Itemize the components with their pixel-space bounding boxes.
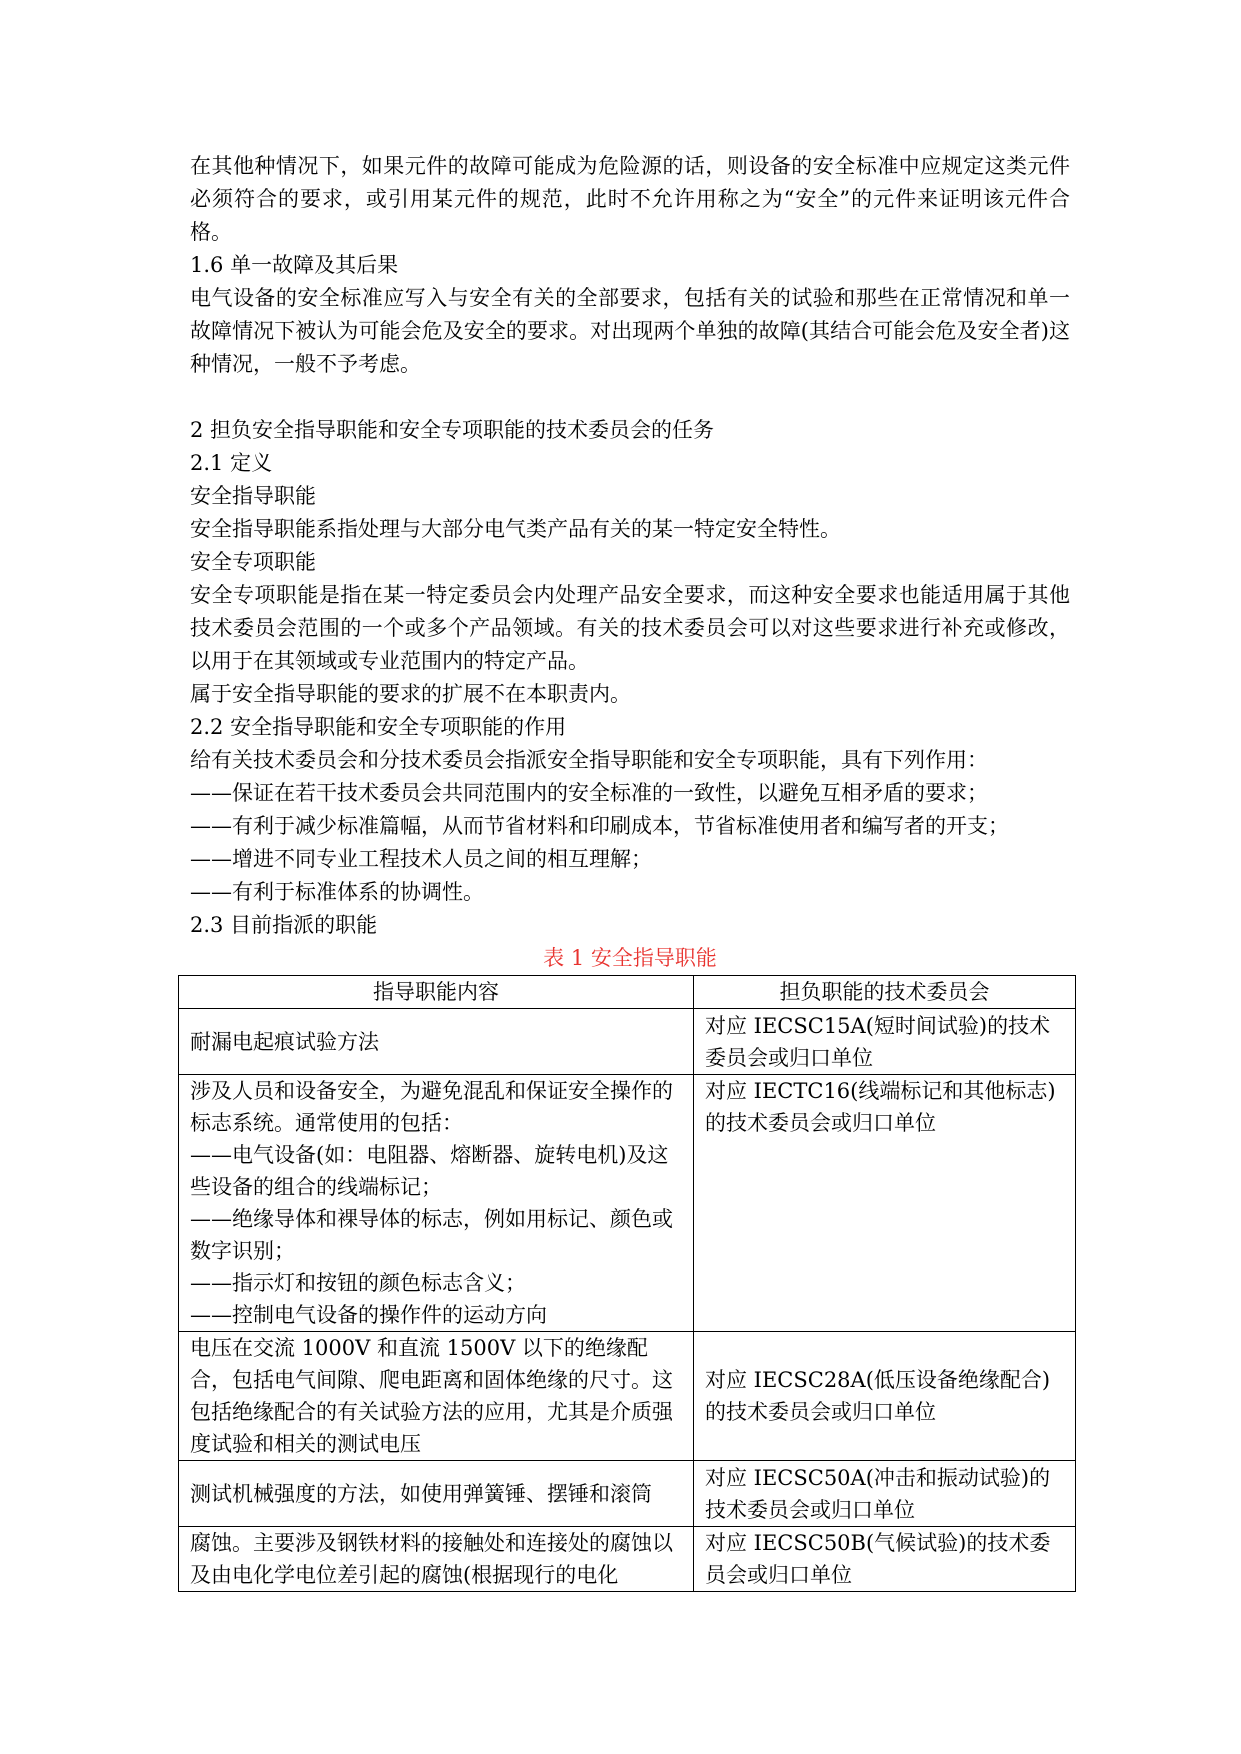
paragraph: 在其他种情况下，如果元件的故障可能成为危险源的话，则设备的安全标准中应规定这类元件必须符合的要求，或引用某元件的规范，此时不允许用称之为“安全”的元件来证明该元件合格。: [190, 154, 1070, 244]
function-content-cell: 电压在交流 1000V 和直流 1500V 以下的绝缘配合，包括电气间隙、爬电距离和固体绝缘的尺寸。这包括绝缘配合的有关试验方法的应用，尤其是介质强度试验和相关的测试电压: [179, 1332, 694, 1461]
document-page: [190, 150, 1070, 1592]
committee-cell: 对应 IECSC28A(低压设备绝缘配合)的技术委员会或归口单位: [694, 1332, 1076, 1461]
function-content-cell: 测试机械强度的方法，如使用弹簧锤、摆锤和滚筒: [179, 1461, 694, 1527]
cell-line: ——绝缘导体和裸导体的标志，例如用标记、颜色或数字识别；: [190, 1207, 673, 1263]
table-row: [179, 1332, 1076, 1461]
paragraph: 安全专项职能是指在某一特定委员会内处理产品安全要求，而这种安全要求也能适用属于其他技术委员会范围的一个或多个产品领域。有关的技术委员会可以对这些要求进行补充或修改，以用于在其领域或专业范围内的特定产品。: [190, 583, 1070, 673]
table-header-row: [179, 976, 1076, 1009]
list-item: ——有利于标准体系的协调性。: [190, 880, 484, 904]
subsection-heading: 2.2 安全指导职能和安全专项职能的作用: [190, 715, 567, 739]
function-content-cell: 腐蚀。主要涉及钢铁材料的接触处和连接处的腐蚀以及由电化学电位差引起的腐蚀(根据现行的电化: [179, 1527, 694, 1592]
safety-function-table: [178, 975, 1076, 1592]
cell-line: ——控制电气设备的操作件的运动方向: [190, 1303, 547, 1327]
term-label: 安全指导职能: [190, 484, 316, 508]
cell-line: ——指示灯和按钮的颜色标志含义；: [190, 1271, 526, 1295]
subsection-heading: 2.1 定义: [190, 451, 273, 475]
committee-cell: 对应 IECTC16(线端标记和其他标志)的技术委员会或归口单位: [694, 1075, 1076, 1332]
table-row: [179, 1009, 1076, 1075]
list-item: ——增进不同专业工程技术人员之间的相互理解；: [190, 847, 652, 871]
subsection-heading: 2.3 目前指派的职能: [190, 913, 378, 937]
table-row: [179, 1527, 1076, 1592]
function-content-cell: 耐漏电起痕试验方法: [179, 1009, 694, 1075]
function-content-cell: [179, 1075, 694, 1332]
committee-cell: 对应 IECSC15A(短时间试验)的技术委员会或归口单位: [694, 1009, 1076, 1075]
paragraph: 给有关技术委员会和分技术委员会指派安全指导职能和安全专项职能，具有下列作用：: [190, 748, 988, 772]
paragraph: 电气设备的安全标准应写入与安全有关的全部要求，包括有关的试验和那些在正常情况和单一故障情况下被认为可能会危及安全的要求。对出现两个单独的故障(其结合可能会危及安全者)这种情况，一般不予考虑。: [190, 286, 1070, 376]
cell-line: ——电气设备(如：电阻器、熔断器、旋转电机)及这些设备的组合的线端标记；: [190, 1143, 669, 1199]
column-header: 指导职能内容: [179, 976, 694, 1009]
cell-line: 涉及人员和设备安全，为避免混乱和保证安全操作的标志系统。通常使用的包括：: [190, 1079, 673, 1135]
paragraph: 属于安全指导职能的要求的扩展不在本职责内。: [190, 682, 631, 706]
table-row: [179, 1461, 1076, 1527]
table-row: [179, 1075, 1076, 1332]
column-header: 担负职能的技术委员会: [694, 976, 1076, 1009]
table-caption: 表 1 安全指导职能: [543, 946, 717, 970]
section-heading: 1.6 单一故障及其后果: [190, 253, 399, 277]
section-heading: 2 担负安全指导职能和安全专项职能的技术委员会的任务: [190, 418, 715, 442]
committee-cell: 对应 IECSC50B(气候试验)的技术委员会或归口单位: [694, 1527, 1076, 1592]
term-label: 安全专项职能: [190, 550, 316, 574]
list-item: ——保证在若干技术委员会共同范围内的安全标准的一致性，以避免互相矛盾的要求；: [190, 781, 988, 805]
paragraph: 安全指导职能系指处理与大部分电气类产品有关的某一特定安全特性。: [190, 517, 841, 541]
list-item: ——有利于减少标准篇幅，从而节省材料和印刷成本，节省标准使用者和编写者的开支；: [190, 814, 1009, 838]
committee-cell: 对应 IECSC50A(冲击和振动试验)的技术委员会或归口单位: [694, 1461, 1076, 1527]
